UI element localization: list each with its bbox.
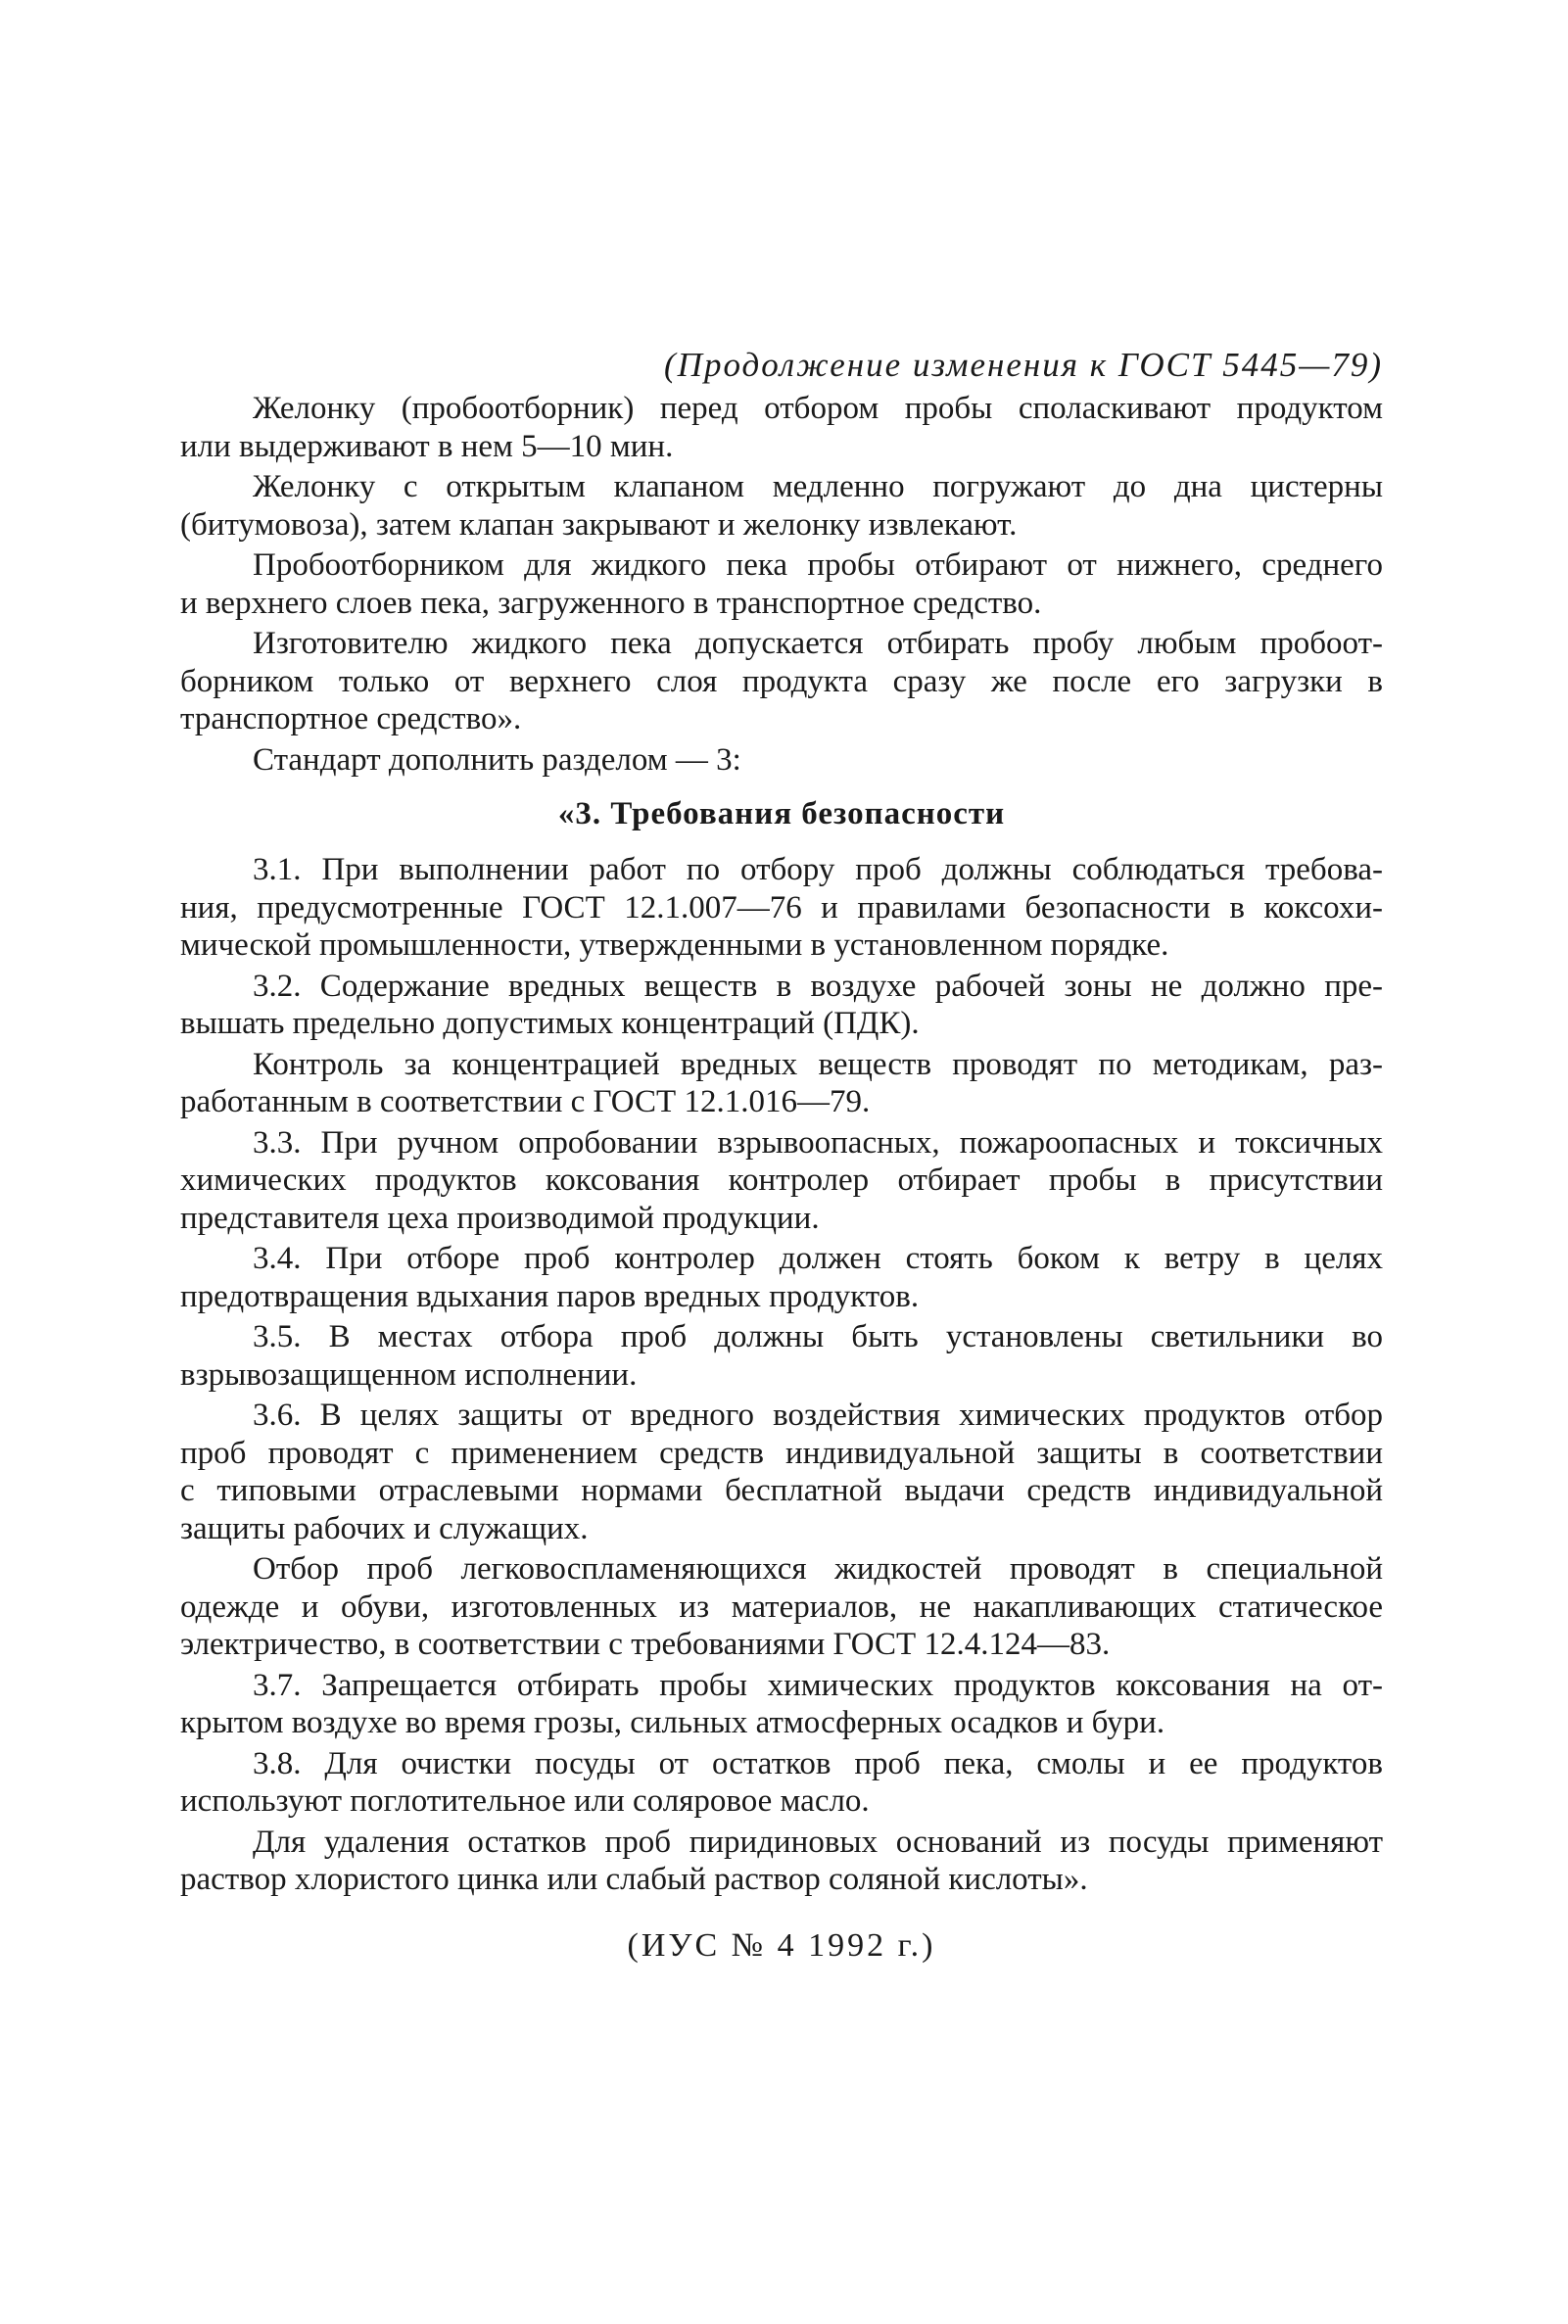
paragraph-line: Желонку с открытым клапаном медленно погружают до дна цистерны bbox=[253, 469, 1383, 504]
paragraph-line: Стандарт дополнить разделом — 3: bbox=[253, 741, 741, 778]
text-column bbox=[180, 345, 1383, 1966]
paragraph-line: и верхнего слоев пека, загруженного в транспортное средство. bbox=[180, 585, 1042, 621]
paragraph-line: Для удаления остатков проб пиридиновых оснований из посуды применяют bbox=[253, 1824, 1383, 1860]
paragraph-line: транспортное средство». bbox=[180, 701, 522, 736]
paragraph-line: 3.1. При выполнении работ по отбору проб должны соблюдаться требова- bbox=[253, 852, 1383, 887]
paragraph-line: мической промышленности, утвержденными в установленном порядке. bbox=[180, 927, 1169, 963]
paragraph-line: одежде и обуви, изготовленных из материалов, не накапливающих статическое bbox=[180, 1589, 1383, 1625]
paragraph-line: 3.2. Содержание вредных веществ в воздухе рабочей зоны не должно пре- bbox=[253, 968, 1383, 1004]
paragraph-line: крытом воздухе во время грозы, сильных атмосферных осадков и бури. bbox=[180, 1705, 1165, 1740]
paragraph-line: Отбор проб легковоспламеняющихся жидкостей проводят в специальной bbox=[253, 1551, 1383, 1587]
paragraph-line: 3.6. В целях защиты от вредного воздействия химических продуктов отбор bbox=[253, 1398, 1383, 1433]
paragraph bbox=[180, 1824, 1383, 1899]
paragraph-line: с типовыми отраслевыми нормами бесплатной выдачи средств индивидуальной bbox=[180, 1473, 1383, 1508]
paragraph-line: работанным в соответствии с ГОСТ 12.1.016—79. bbox=[180, 1084, 871, 1119]
citation: (ИУС № 4 1992 г.) bbox=[627, 1926, 936, 1964]
paragraph-line: борником только от верхнего слоя продукта сразу же после его загрузки в bbox=[180, 663, 1383, 699]
section-paragraphs bbox=[180, 851, 1383, 1899]
paragraph bbox=[180, 1745, 1383, 1821]
paragraph bbox=[180, 1318, 1383, 1394]
paragraph bbox=[180, 741, 1383, 780]
paragraph-line: 3.5. В местах отбора проб должны быть установлены светильники во bbox=[253, 1319, 1383, 1354]
paragraph-line: электричество, в соответствии с требованиями ГОСТ 12.4.124—83. bbox=[180, 1627, 1111, 1662]
paragraph-line: 3.3. При ручном опробовании взрывоопасных, пожароопасных и токсичных bbox=[253, 1124, 1383, 1161]
paragraph bbox=[180, 390, 1383, 465]
paragraph bbox=[180, 1550, 1383, 1664]
paragraph bbox=[180, 1667, 1383, 1742]
running-header: (Продолжение изменения к ГОСТ 5445—79) bbox=[664, 346, 1383, 384]
paragraph-line: Желонку (пробоотборник) перед отбором пробы споласкивают продуктом bbox=[253, 391, 1383, 426]
paragraph-line: Пробоотборником для жидкого пека пробы отбирают от нижнего, среднего bbox=[253, 547, 1383, 583]
paragraph bbox=[180, 625, 1383, 738]
paragraph bbox=[180, 968, 1383, 1043]
paragraph bbox=[180, 1124, 1383, 1238]
paragraph-line: представителя цеха производимой продукции. bbox=[180, 1200, 820, 1236]
paragraph bbox=[180, 546, 1383, 622]
paragraph-line: 3.8. Для очистки посуды от остатков проб пека, смолы и ее продуктов bbox=[253, 1745, 1383, 1781]
section-title: «3. Требования безопасности bbox=[557, 796, 1006, 831]
paragraph bbox=[180, 1046, 1383, 1121]
paragraph bbox=[180, 851, 1383, 965]
paragraph-line: взрывозащищенном исполнении. bbox=[180, 1356, 638, 1393]
paragraph-line: защиты рабочих и служащих. bbox=[180, 1510, 589, 1546]
paragraph-line: или выдерживают в нем 5—10 мин. bbox=[180, 428, 674, 464]
paragraph-line: проб проводят с применением средств индивидуальной защиты в соответствии bbox=[180, 1435, 1383, 1471]
paragraph-line: Изготовителю жидкого пека допускается отбирать пробу любым пробоот- bbox=[253, 626, 1383, 661]
paragraph-line: 3.7. Запрещается отбирать пробы химических продуктов коксования на от- bbox=[253, 1667, 1383, 1703]
paragraph-line: вышать предельно допустимых концентраций (ПДК). bbox=[180, 1006, 920, 1041]
paragraph bbox=[180, 1240, 1383, 1315]
paragraph-line: 3.4. При отборе проб контролер должен стоять боком к ветру в целях bbox=[253, 1241, 1383, 1276]
paragraph-line: предотвращения вдыхания паров вредных продуктов. bbox=[180, 1278, 920, 1314]
paragraph-line: ния, предусмотренные ГОСТ 12.1.007—76 и правилами безопасности в коксохи- bbox=[180, 889, 1383, 925]
paragraph-line: химических продуктов коксования контролер отбирает пробы в присутствии bbox=[180, 1162, 1383, 1198]
paragraph-line: используют поглотительное или соляровое масло. bbox=[180, 1783, 870, 1819]
intro-paragraphs bbox=[180, 390, 1383, 779]
paragraph bbox=[180, 468, 1383, 544]
paragraph-line: (битумовоза), затем клапан закрывают и желонку извлекают. bbox=[180, 506, 1018, 543]
paragraph-line: Контроль за концентрацией вредных веществ проводят по методикам, раз- bbox=[253, 1046, 1383, 1082]
paragraph-line: раствор хлористого цинка или слабый раствор соляной кислоты». bbox=[180, 1862, 1088, 1897]
paragraph bbox=[180, 1397, 1383, 1547]
